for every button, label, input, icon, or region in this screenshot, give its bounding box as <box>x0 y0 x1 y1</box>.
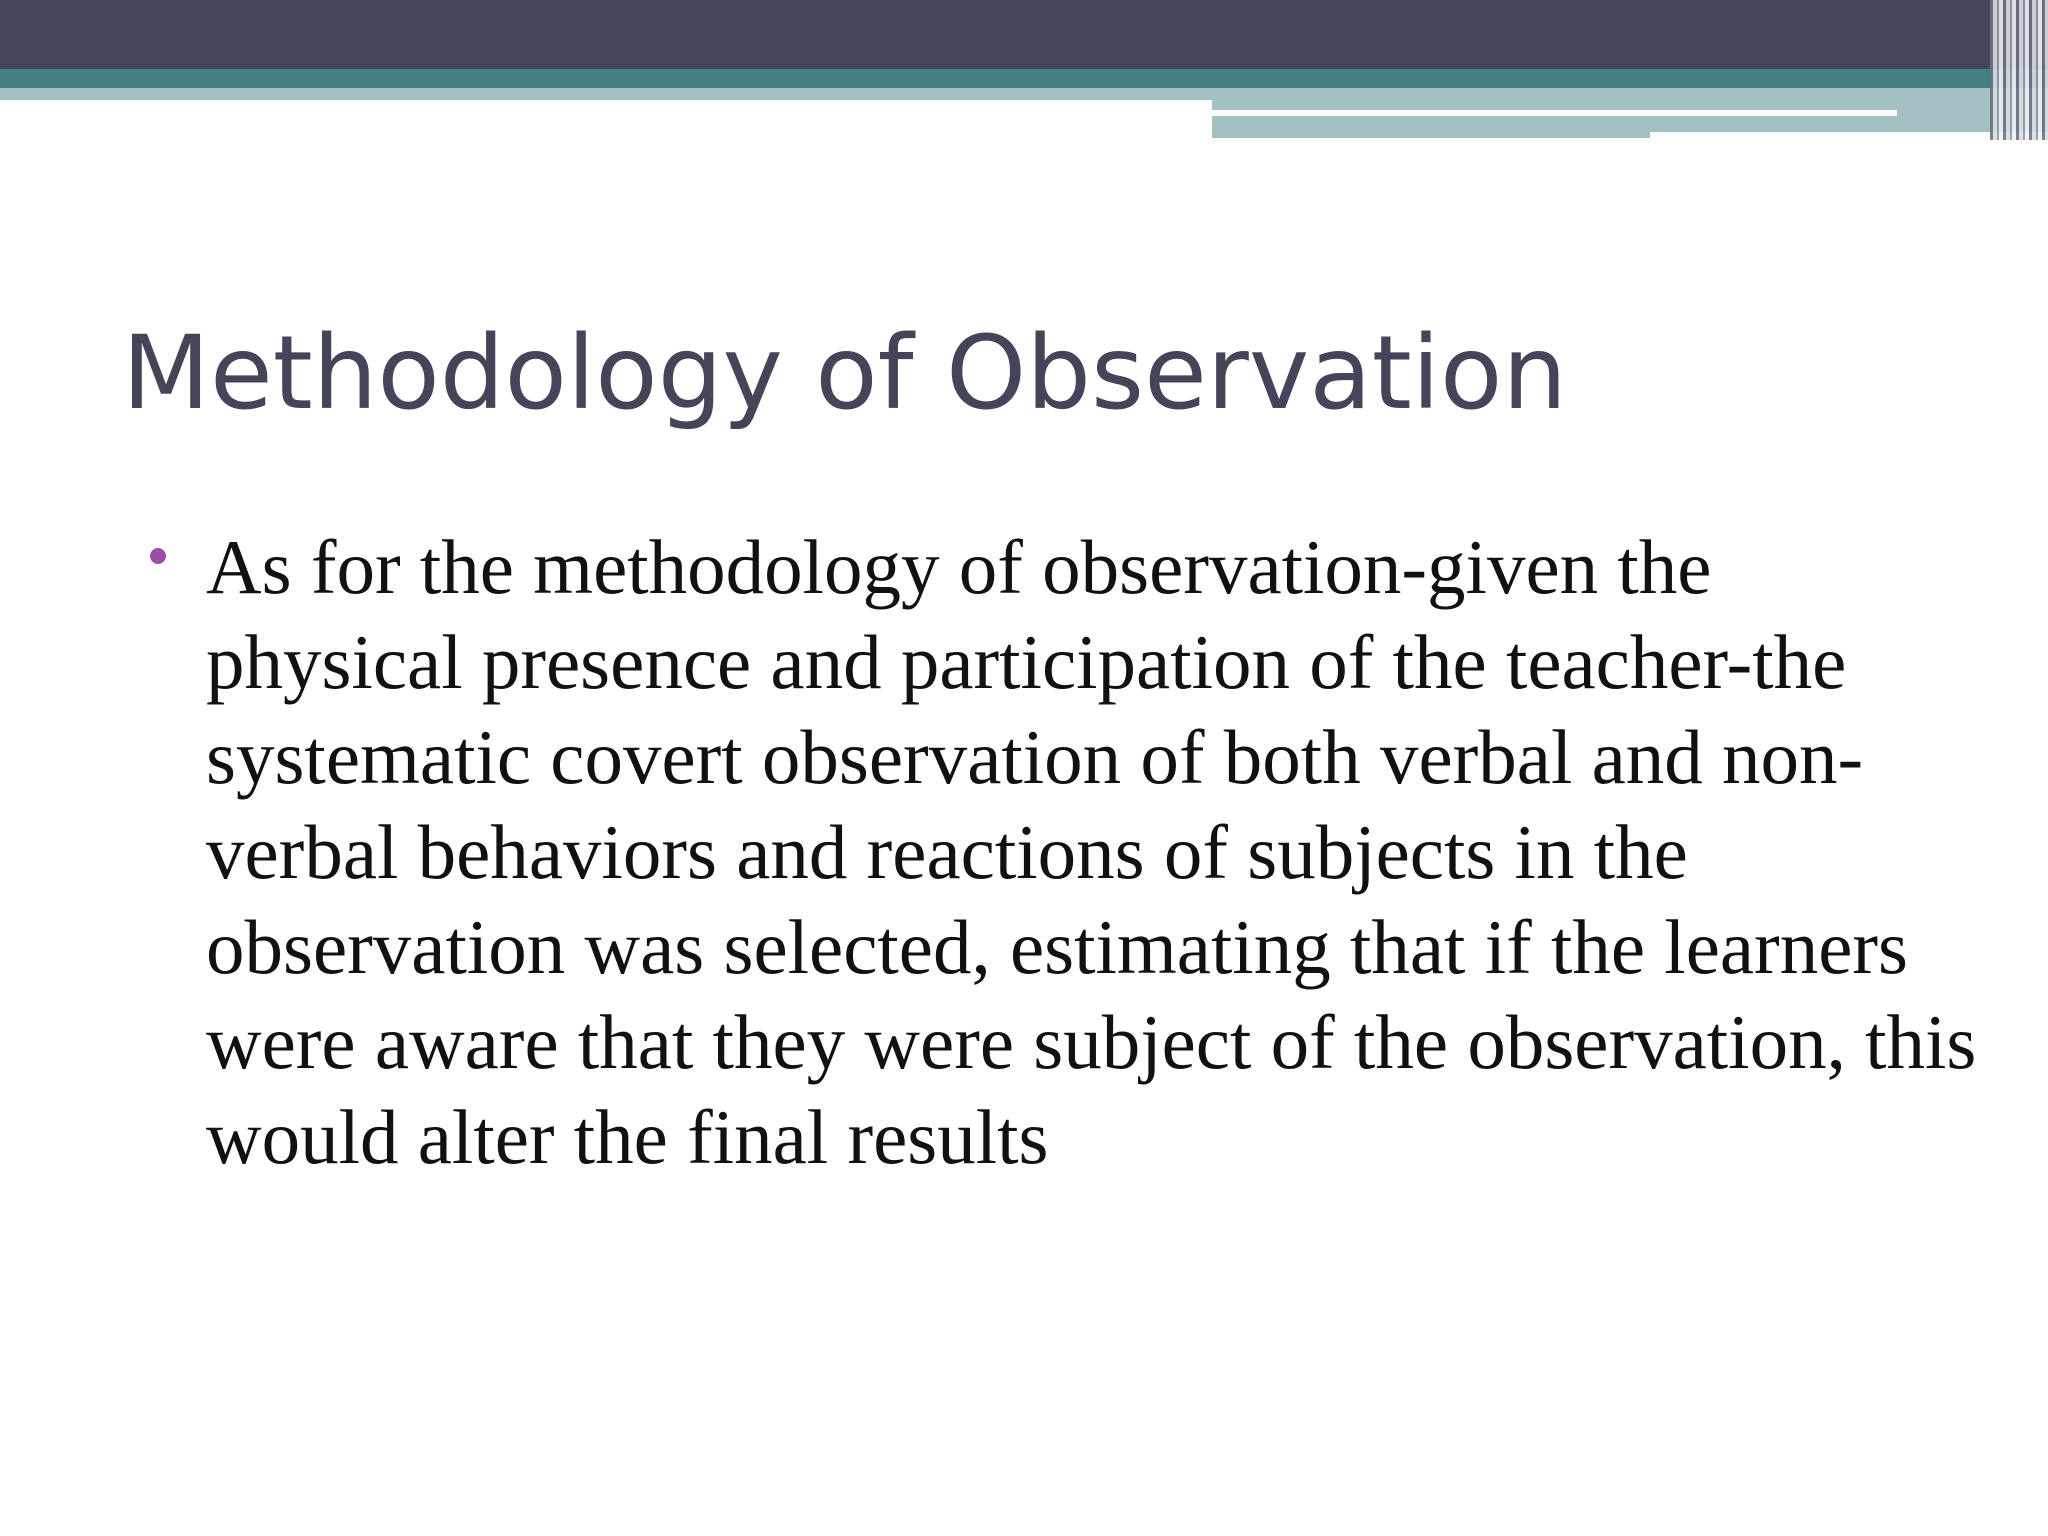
slide-body <box>150 520 1980 1185</box>
header-band-teal <box>0 69 2048 88</box>
bullet-text: As for the methodology of observation-given the physical presence and participation of the teacher-the systematic covert observation of both verbal and non-verbal behaviors and reactions of subjects in the observation was selected, estimating that if the learners were aware that they were subject of the observation, this would alter the final results <box>206 524 1977 1180</box>
bullet-dot-icon <box>150 548 166 564</box>
header-band-light <box>0 88 1212 100</box>
bullet-item <box>150 520 1980 1185</box>
slide-title: Methodology of Observation <box>122 314 1568 433</box>
header-white-notch <box>1650 132 2048 140</box>
header-white-line <box>1212 110 1897 116</box>
header-band-dark <box>0 0 2048 69</box>
header-vertical-stripes <box>1990 0 2048 140</box>
